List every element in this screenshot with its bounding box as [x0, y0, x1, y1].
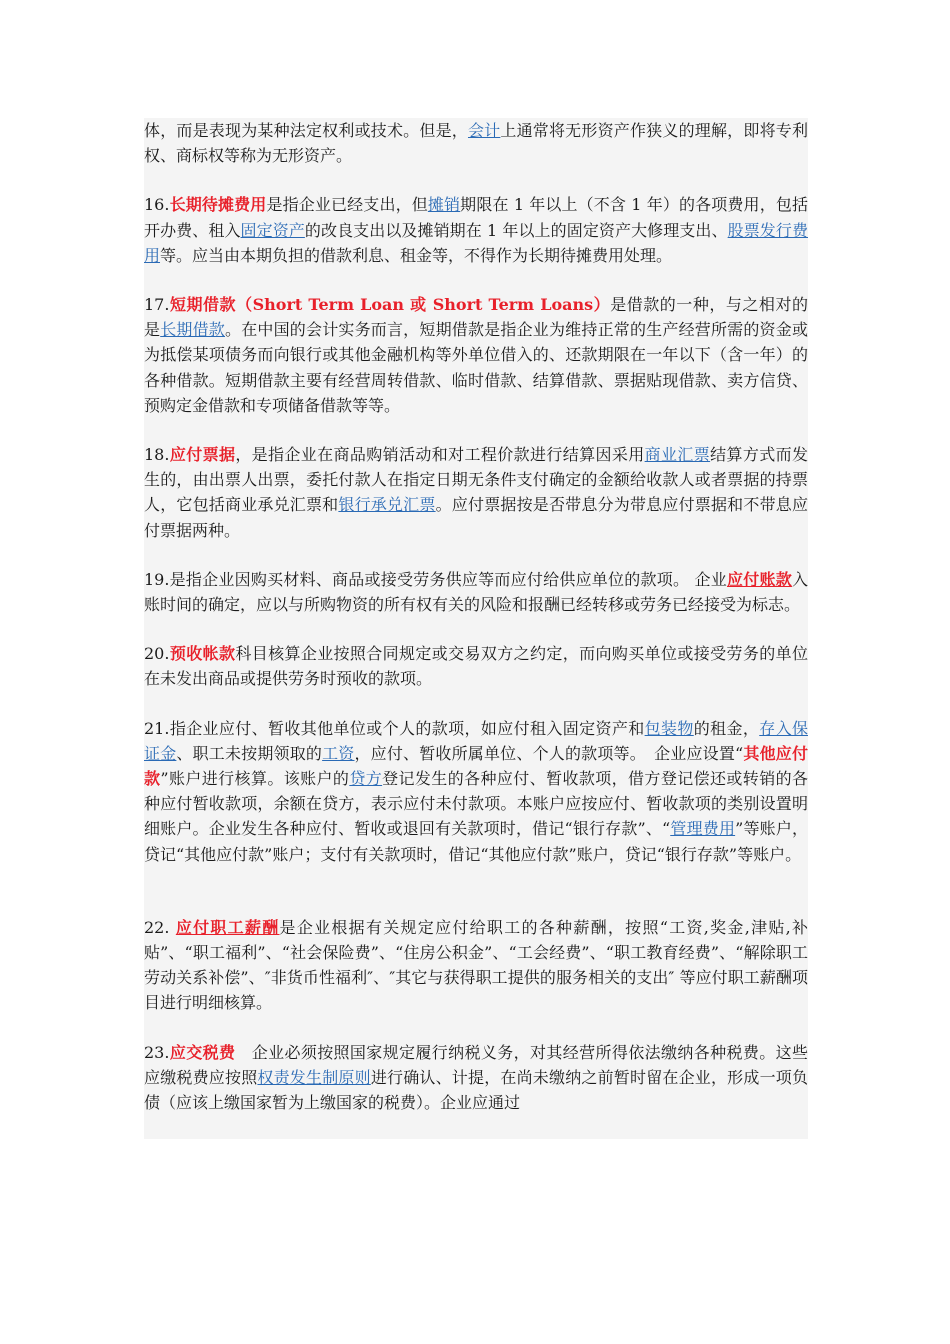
- highlighted-term: 应付票据: [169, 445, 236, 465]
- highlighted-term: 应付账款: [727, 569, 792, 589]
- body-text: 16.: [144, 195, 170, 215]
- body-text: 上通常将无形资产作狭义的理解，即将专利权、商标权等称为无形资产。: [144, 121, 808, 166]
- highlighted-term: 其他应付款: [144, 743, 808, 789]
- document-page: [144, 118, 808, 1139]
- body-text: 是企业根据有关规定应付给职工的各种薪酬，按照“工资,奖金,津贴,补贴”、“职工福利”、“社会保险费”、“住房公积金”、“工会经费”、“职工教育经费”、“解除职工劳动关系补偿”、″非货币性福利″、″其它与获得职工提供的服务相关的支出″ 等应付职工薪酬项目进行明细核算。: [144, 917, 808, 1013]
- body-text: 。在中国的会计实务而言，短期借款是指企业为维持正常的生产经营所需的资金或为抵偿某项债务而向银行或其他金融机构等外单位借入的、还款期限在一年以下（含一年）的各种借款。短期借款主要有经营周转借款、临时借款、结算借款、票据贴现借款、卖方信贷、预购定金借款和专项储备借款等等。: [144, 320, 808, 415]
- hyperlink[interactable]: 股票发行费用: [144, 220, 808, 265]
- body-text: 入账时间的确定，应以与所购物资的所有权有关的风险和报酬已经转移或劳务已经接受为标志。: [144, 569, 808, 615]
- body-text: 科目核算企业按照合同规定或交易双方之约定，而向购买单位或接受劳务的单位在未发出商品或提供劳务时预收的款项。: [144, 644, 808, 689]
- hyperlink[interactable]: 银行承兑汇票: [338, 495, 436, 515]
- hyperlink[interactable]: 存入保证金: [144, 718, 808, 763]
- hyperlink[interactable]: 固定资产: [240, 220, 305, 240]
- highlighted-term: 预收帐款: [169, 644, 236, 664]
- body-text: ，应付、暂收所属单位、个人的款项等。 企业应设置“: [354, 743, 744, 763]
- hyperlink[interactable]: 权责发生制原则: [257, 1067, 371, 1087]
- body-text: 17.: [144, 295, 170, 315]
- hyperlink[interactable]: 商业汇票: [644, 445, 711, 465]
- hyperlink[interactable]: 会计: [467, 121, 501, 140]
- body-text: 企业必须按照国家规定履行纳税义务，对其经营所得依法缴纳各种税费。这些应缴税费应按照: [144, 1042, 808, 1087]
- paragraph-6: [144, 716, 808, 867]
- paragraph-4: [144, 567, 808, 617]
- body-text: 登记发生的各种应付、暂收款项，借方登记偿还或转销的各种应付暂收款项，余额在贷方，表示应付未付款项。本账户应按应付、暂收款项的类别设置明细账户。企业发生各种应付、暂收或退回有关款项时，借记“银行存款”、“: [144, 769, 808, 839]
- body-text: 结算方式而发生的，由出票人出票，委托付款人在指定日期无条件支付确定的金额给收款人或者票据的持票人，它包括商业承兑汇票和: [144, 445, 808, 515]
- body-text: 、职工未按期领取的: [176, 743, 323, 763]
- body-text: ”等账户，贷记“其他应付款”账户；支付有关款项时，借记“其他应付款”账户，贷记“银行存款”等账户。: [144, 819, 808, 864]
- body-text: ，是指企业在商品购销活动和对工程价款进行结算因采用: [235, 445, 645, 465]
- hyperlink[interactable]: 工资: [322, 743, 355, 763]
- body-text: 的改良支出以及摊销期在 1 年以上的固定资产大修理支出、: [304, 220, 728, 240]
- hyperlink[interactable]: 贷方: [349, 769, 383, 789]
- hyperlink[interactable]: 包装物: [644, 718, 694, 738]
- paragraph-8: [144, 1040, 808, 1116]
- paragraph-1: [144, 192, 808, 268]
- hyperlink[interactable]: 摊销: [427, 195, 461, 215]
- body-text: 22.: [144, 917, 176, 937]
- body-text: 19.是指企业因购买材料、商品或接受劳务供应等而应付给供应单位的款项。 企业: [144, 569, 728, 589]
- body-text: 是指企业已经支出，但: [266, 195, 428, 215]
- body-text: 18.: [144, 445, 170, 465]
- body-text: 等。应当由本期负担的借款利息、租金等，不得作为长期待摊费用处理。: [160, 245, 673, 265]
- body-text: 21.指企业应付、暂收其他单位或个人的款项，如应付租入固定资产和: [144, 718, 645, 738]
- body-text: 体，而是表现为某种法定权利或技术。但是，: [144, 121, 468, 140]
- body-text: 的租金，: [693, 718, 760, 738]
- body-text: 期限在 1 年以上（不含 1 年）的各项费用，包括开办费、租入: [144, 195, 808, 240]
- paragraph-7: [144, 915, 808, 1016]
- hyperlink[interactable]: 长期借款: [160, 320, 225, 340]
- paragraph-0: [144, 118, 808, 168]
- paragraph-3: [144, 442, 808, 543]
- hyperlink[interactable]: 管理费用: [670, 819, 736, 839]
- highlighted-term: 应付职工薪酬: [175, 917, 280, 937]
- body-text: 。应付票据按是否带息分为带息应付票据和不带息应付票据两种。: [144, 495, 808, 540]
- body-text: 是借款的一种，与之相对的是: [144, 295, 808, 340]
- body-text: ”账户进行核算。该账户的: [160, 769, 350, 789]
- body-text: 20.: [144, 644, 170, 664]
- paragraph-2: [144, 292, 808, 418]
- body-text: 进行确认、计提，在尚未缴纳之前暂时留在企业，形成一项负债（应该上缴国家暂为上缴国家的税费）。企业应通过: [144, 1067, 808, 1113]
- paragraph-5: [144, 641, 808, 691]
- highlighted-term: 短期借款（Short Term Loan 或 Short Term Loans）: [169, 295, 611, 315]
- body-text: 23.: [144, 1042, 170, 1062]
- highlighted-term: 应交税费: [169, 1042, 236, 1062]
- highlighted-term: 长期待摊费用: [169, 195, 267, 215]
